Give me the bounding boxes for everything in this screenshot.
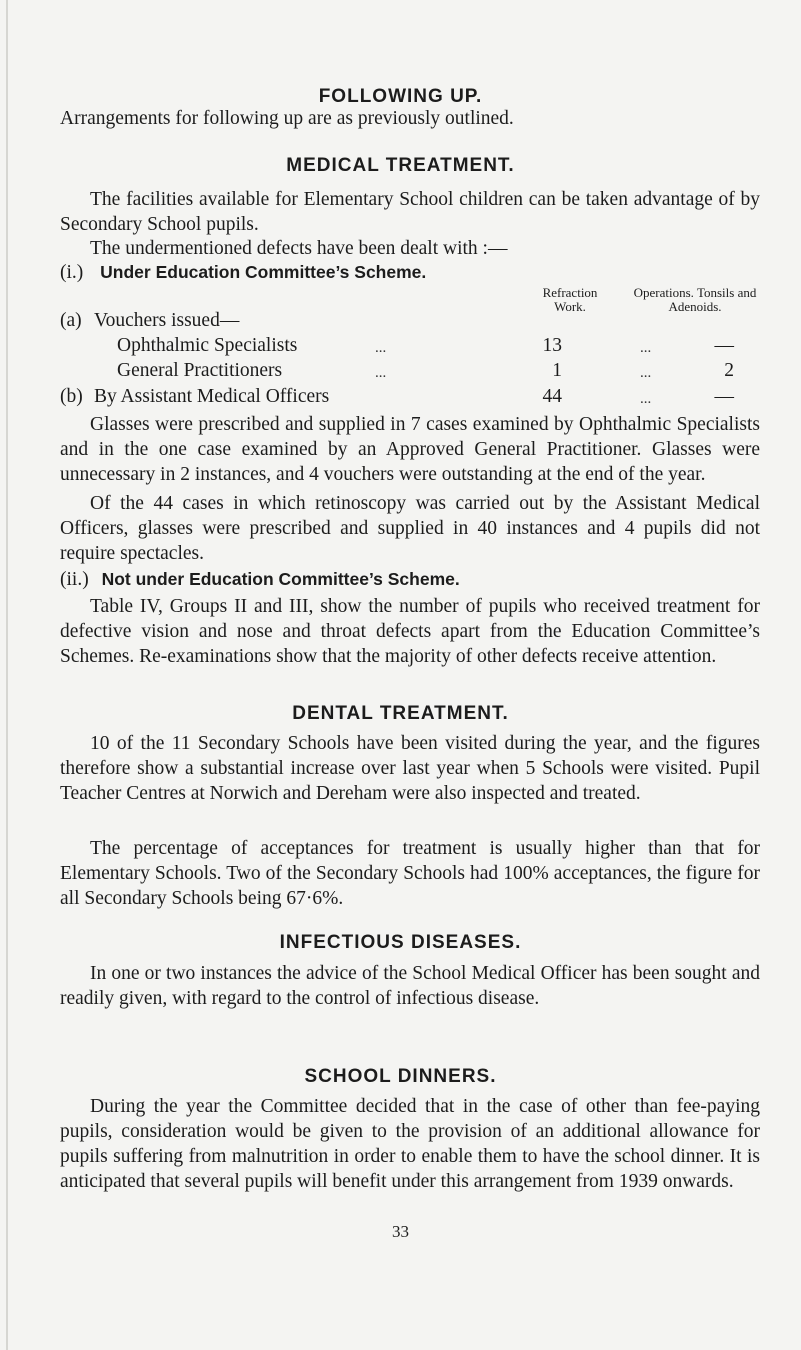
table-row-marker: (a): [60, 310, 82, 331]
leader-dots: ...: [375, 340, 387, 356]
dental-para-visits: 10 of the 11 Secondary Schools have been visited during the year, and the figures therefore show a substantial increase over last year when 5 Schools were visited. Pupil Teacher Centres at Norwich and Dereham were also inspected and treated.: [60, 733, 760, 804]
scheme-section: [60, 262, 426, 284]
medical-treatment-heading: MEDICAL TREATMENT.: [286, 155, 515, 176]
following-up-heading: FOLLOWING UP.: [318, 86, 483, 107]
table-cell-operations: —: [714, 386, 734, 407]
table-cell-operations: 2: [724, 360, 734, 381]
table-row-label: General Practitioners: [117, 360, 283, 381]
school-dinners-para: During the year the Committee decided that in the case of other than fee-paying pupils, consideration would be given to the provision of an additional allowance for pupils suffering from malnutrition in order to enable them to have the school dinner. It is anticipated that several pupils will benefit under this arrangement from 1939 onwards.: [60, 1096, 760, 1192]
table-row-label: Ophthalmic Specialists: [117, 335, 298, 356]
dental-treatment-heading: DENTAL TREATMENT.: [292, 703, 509, 724]
medical-para-facilities: The facilities available for Elementary School children can be taken advantage of by Secondary School pupils.: [60, 189, 760, 235]
table-row-marker: (b): [60, 386, 83, 407]
infectious-diseases-heading: INFECTIOUS DISEASES.: [279, 932, 522, 953]
not-under-label: (ii.): [60, 569, 89, 590]
scheme-title: Under Education Committee’s Scheme.: [100, 262, 427, 282]
leader-dots: ...: [640, 340, 652, 356]
school-dinners-heading: SCHOOL DINNERS.: [304, 1066, 497, 1087]
page-edge: [6, 0, 8, 1350]
col-refraction-header: Refraction Work.: [542, 285, 598, 314]
col-operations-header: Operations. Tonsils and Adenoids.: [633, 285, 757, 314]
table-cell-refraction: 1: [552, 360, 562, 381]
page-number: 33: [392, 1222, 409, 1241]
table-row-label: Vouchers issued—: [94, 310, 240, 331]
not-under-title: Not under Education Committee’s Scheme.: [101, 569, 460, 589]
dental-para-percentage: The percentage of acceptances for treatment is usually higher than that for Elementary Schools. Two of the Secondary Schools had 100% acceptances, the figure for all Secondary Schools being 67·6%.: [60, 838, 760, 909]
medical-para-table-iv: Table IV, Groups II and III, show the number of pupils who received treatment for defective vision and nose and throat defects apart from the Education Committee’s Schemes. Re-examinations show that the majority of other defects receive attention.: [60, 596, 760, 667]
leader-dots: ...: [640, 365, 652, 381]
leader-dots: ...: [640, 391, 652, 407]
medical-para-glasses: Glasses were prescribed and supplied in 7 cases examined by Ophthalmic Specialists and in the one case examined by an Approved General Practitioner. Glasses were unnecessary in 2 instances, and 4 vouchers were outstanding at the end of the year.: [60, 414, 760, 485]
not-under-scheme-section: [60, 569, 460, 591]
scheme-label: (i.): [60, 262, 84, 283]
medical-para-defects: The undermentioned defects have been dealt with :—: [90, 238, 508, 259]
table-cell-refraction: 13: [542, 335, 562, 356]
following-up-text: Arrangements for following up are as previously outlined.: [60, 108, 514, 129]
table-cell-refraction: 44: [542, 386, 562, 407]
table-cell-operations: —: [714, 335, 734, 356]
leader-dots: ...: [375, 365, 387, 381]
medical-para-retinoscopy: Of the 44 cases in which retinoscopy was carried out by the Assistant Medical Officers, glasses were prescribed and supplied in 40 instances and 4 pupils did not require spectacles.: [60, 493, 760, 564]
table-row-label: By Assistant Medical Officers: [94, 386, 330, 407]
infectious-para: In one or two instances the advice of the School Medical Officer has been sought and readily given, with regard to the control of infectious disease.: [60, 963, 760, 1009]
